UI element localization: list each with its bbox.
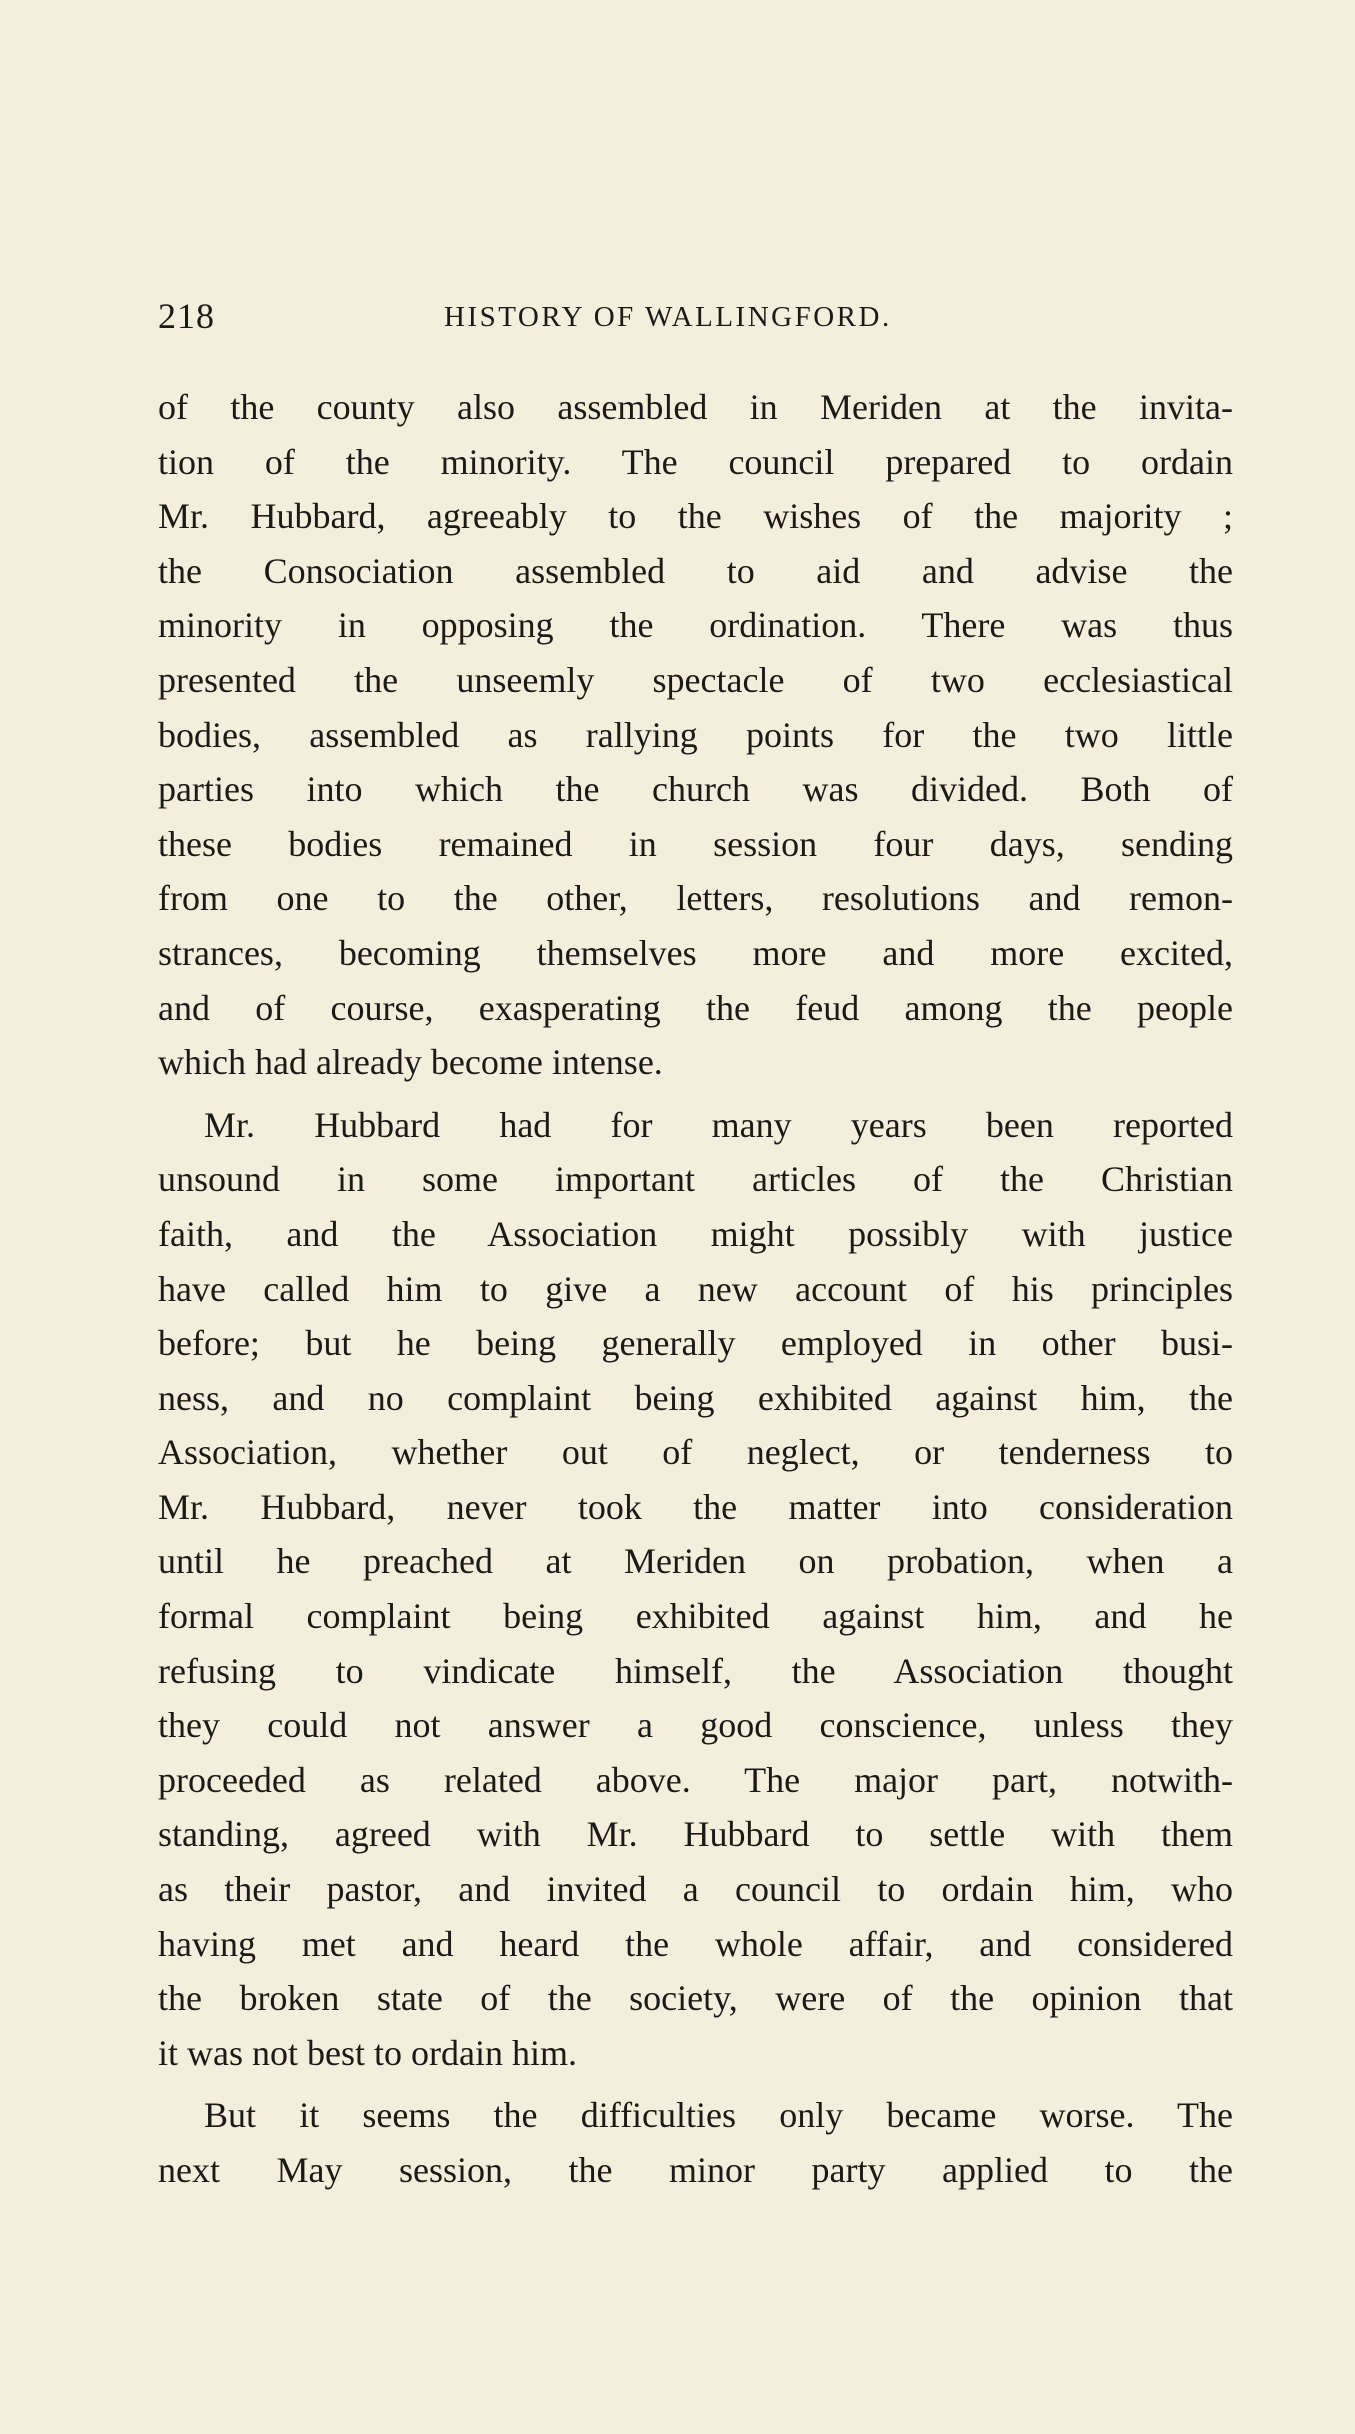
- text-line: proceeded as related above. The major part, notwith-: [158, 1759, 1233, 1800]
- text-line: before; but he being generally employed in other busi-: [158, 1323, 1233, 1364]
- text-line: which had already become intense.: [158, 1042, 663, 1083]
- text-line: these bodies remained in session four days, sending: [158, 823, 1233, 864]
- text-line: of the county also assembled in Meriden at the invita-: [158, 387, 1233, 427]
- text-line: next May session, the minor party applied to the: [158, 2150, 1233, 2190]
- running-title: HISTORY OF WALLINGFORD.: [444, 301, 892, 333]
- text-line: But it seems the difficulties only became worse. The: [204, 2095, 1233, 2136]
- text-line: presented the unseemly spectacle of two ecclesiastical: [158, 659, 1233, 700]
- text-line: faith, and the Association might possibly with justice: [158, 1213, 1233, 1254]
- text-line: ness, and no complaint being exhibited against him, the: [158, 1377, 1233, 1418]
- text-line: parties into which the church was divided. Both of: [158, 769, 1233, 810]
- text-line: it was not best to ordain him.: [158, 2032, 577, 2073]
- text-line: the broken state of the society, were of the opinion that: [158, 1978, 1233, 2019]
- paragraph: [158, 380, 1233, 1090]
- text-line: have called him to give a new account of his principles: [158, 1268, 1233, 1309]
- text-line: tion of the minority. The council prepared to ordain: [158, 441, 1233, 482]
- text-line: Association, whether out of neglect, or tenderness to: [158, 1432, 1233, 1473]
- text-line: they could not answer a good conscience, unless they: [158, 1705, 1233, 1746]
- text-line: refusing to vindicate himself, the Association thought: [158, 1650, 1233, 1691]
- text-line: from one to the other, letters, resolutions and remon-: [158, 878, 1233, 919]
- text-line: the Consociation assembled to aid and advise the: [158, 550, 1233, 591]
- paragraph: [158, 1098, 1233, 2081]
- text-line: Mr. Hubbard, agreeably to the wishes of the majority ;: [158, 496, 1233, 537]
- text-line: Mr. Hubbard had for many years been reported: [204, 1104, 1233, 1145]
- text-line: standing, agreed with Mr. Hubbard to settle with them: [158, 1814, 1233, 1855]
- text-line: and of course, exasperating the feud among the people: [158, 987, 1233, 1028]
- text-line: formal complaint being exhibited against him, and he: [158, 1596, 1233, 1637]
- text-line: bodies, assembled as rallying points for the two little: [158, 714, 1233, 755]
- text-line: minority in opposing the ordination. There was thus: [158, 605, 1233, 646]
- text-line: strances, becoming themselves more and more excited,: [158, 932, 1233, 973]
- body-text: [158, 380, 1233, 2198]
- text-line: as their pastor, and invited a council to ordain him, who: [158, 1869, 1233, 1910]
- paragraph-gap: [158, 1090, 1233, 1098]
- text-line: Mr. Hubbard, never took the matter into consideration: [158, 1486, 1233, 1527]
- paragraph-gap: [158, 2080, 1233, 2088]
- text-line: until he preached at Meriden on probation, when a: [158, 1541, 1233, 1582]
- page-header: [158, 295, 1233, 355]
- text-line: unsound in some important articles of the Christian: [158, 1159, 1233, 1200]
- page-number: 218: [158, 296, 215, 336]
- text-line: having met and heard the whole affair, and considered: [158, 1923, 1233, 1964]
- paragraph: [158, 2088, 1233, 2197]
